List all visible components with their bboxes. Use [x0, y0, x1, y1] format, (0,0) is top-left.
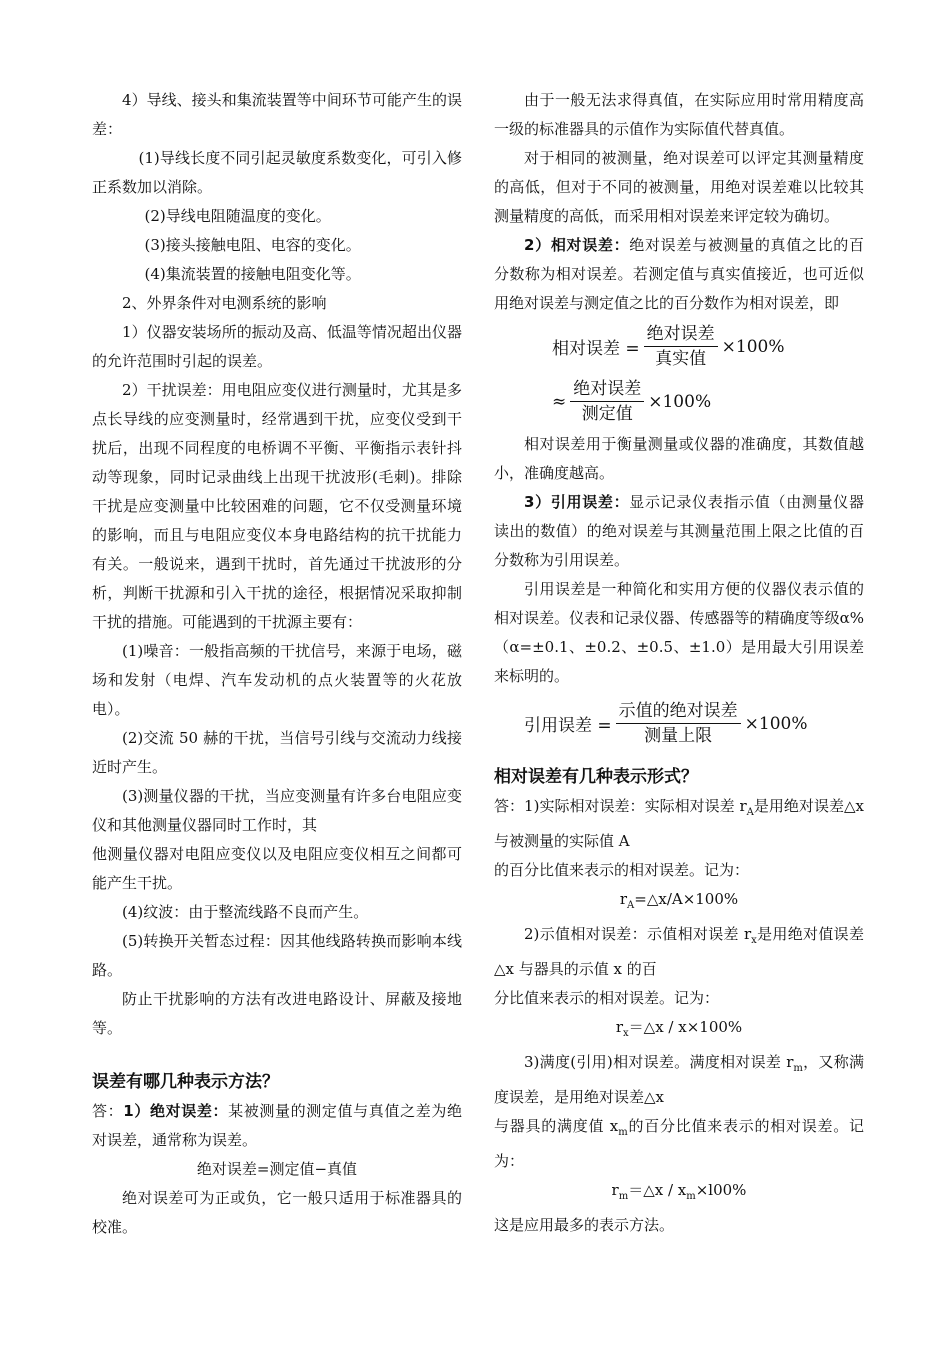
answer-paragraph: [92, 1097, 462, 1155]
paragraph: 4）导线、接头和集流装置等中间环节可能产生的误差：: [92, 91, 462, 138]
formula-reference-error: [524, 699, 864, 748]
paragraph: 由于一般无法求得真值，在实际应用时常用精度高一级的标准器具的示值作为实际值代替真值。: [494, 91, 864, 138]
symbol: r: [619, 890, 628, 908]
spacer: [494, 748, 864, 762]
question-heading: 误差有哪几种表示方法？: [92, 1072, 279, 1092]
formula-indicated-relative-error: [494, 1013, 864, 1048]
formula-multiplier: ×100%: [744, 713, 808, 734]
answer-text: 3)满度(引用)相对误差。满度相对误差 r: [524, 1053, 794, 1071]
subscript: m: [686, 1191, 696, 1202]
section-title: 2、外界条件对电测系统的影响: [122, 294, 327, 312]
paragraph: (1)导线长度不同引起灵敏度系数变化，可引入修正系数加以消除。: [92, 149, 462, 196]
answer-text: 是用绝对误差△x 与被测量的实际值 A: [494, 797, 864, 850]
list-item: (4)集流装置的接触电阻变化等。: [144, 265, 361, 283]
answer-prefix: 答：: [92, 1102, 124, 1120]
denominator: 测量上限: [644, 726, 713, 746]
term-label: 3）引用误差：: [524, 493, 630, 511]
question-heading: 相对误差有几种表示形式？: [494, 767, 698, 787]
answer-paragraph: 分比值来表示的相对误差。记为：: [494, 989, 720, 1007]
subscript: x: [623, 1028, 629, 1039]
formula-relative-error-approx: [552, 377, 864, 426]
formula-text: ×l00%: [695, 1181, 747, 1199]
subscript: x: [751, 935, 757, 946]
subscript: A: [627, 900, 635, 911]
formula-text: ＝△x / x×100%: [628, 1018, 743, 1036]
answer-text: 答：1)实际相对误差：实际相对误差 r: [494, 797, 747, 815]
formula-relative-error: [552, 322, 864, 371]
answer-paragraph: [494, 1048, 864, 1112]
subscript: m: [618, 1127, 628, 1138]
paragraph: 对于相同的被测量，绝对误差可以评定其测量精度的高低，但对于不同的被测量，用绝对误差难以比较其测量精度的高低，而采用相对误差来评定较为确切。: [494, 149, 864, 225]
numerator: 示值的绝对误差: [616, 699, 741, 724]
answer-paragraph: [494, 792, 864, 856]
formula-lhs: 相对误差 =: [552, 339, 640, 359]
formula-multiplier: ×100%: [648, 391, 712, 412]
list-item: (3)接头接触电阻、电容的变化。: [144, 236, 361, 254]
symbol: r: [611, 1181, 619, 1199]
left-column: [92, 86, 462, 1242]
formula-text: ＝△x / x: [628, 1181, 687, 1199]
subscript: m: [793, 1063, 803, 1074]
answer-text: ，又称满度误差，是用绝对误差△x: [494, 1053, 864, 1106]
paragraph: (5)转换开关暂态过程：因其他线路转换而影响本线路。: [92, 932, 462, 979]
answer-text: 与器具的满度值 x: [494, 1117, 619, 1135]
answer-paragraph: [494, 920, 864, 984]
paragraph: 防止干扰影响的方法有改进电路设计、屏蔽及接地等。: [92, 990, 462, 1037]
term-label: 2）相对误差：: [524, 236, 630, 254]
formula-lhs: 引用误差 =: [524, 716, 612, 736]
formula-text: =△x/A×100%: [634, 890, 739, 908]
spacer: [92, 1043, 462, 1067]
answer-paragraph: [494, 1112, 864, 1176]
paragraph: [494, 231, 864, 318]
fraction: [570, 377, 644, 426]
answer-paragraph: 的百分比值来表示的相对误差。记为：: [494, 861, 750, 879]
paragraph: 他测量仪器对电阻应变仪以及电阻应变仪相互之间都可能产生干扰。: [92, 845, 462, 892]
paragraph: 绝对误差可为正或负，它一般只适用于标准器具的校准。: [92, 1189, 462, 1236]
answer-text: 是用绝对值误差△x 与器具的示值 x 的百: [494, 925, 864, 978]
formula-multiplier: ×100%: [721, 336, 785, 357]
denominator: 测定值: [581, 404, 633, 424]
term-label: 1）绝对误差：: [123, 1102, 229, 1120]
list-item: (2)导线电阻随温度的变化。: [144, 207, 331, 225]
paragraph: (3)测量仪器的干扰，当应变测量有许多台电阻应变仪和其他测量仪器同时工作时，其: [92, 787, 462, 834]
formula-fullscale-relative-error: [494, 1176, 864, 1211]
right-column: [494, 86, 864, 1240]
paragraph-text: 显示记录仪表指示值（由测量仪器读出的数值）的绝对误差与其测量范围上限之比值的百分数称为引用误差。: [494, 493, 864, 569]
paragraph: (1)噪音：一般指高频的干扰信号，来源于电场，磁场和发射（电焊、汽车发动机的点火装置等的火花放电）。: [92, 642, 462, 718]
denominator: 真实值: [655, 349, 707, 369]
answer-text: 某被测量的测定值与真值之差为绝对误差，通常称为误差。: [92, 1102, 462, 1149]
answer-text: 2)示值相对误差：示值相对误差 r: [524, 925, 752, 943]
symbol: r: [615, 1018, 624, 1036]
numerator: 绝对误差: [570, 377, 644, 402]
paragraph: (4)纹波：由于整流线路不良而产生。: [122, 903, 369, 921]
paragraph: (2)交流 50 赫的干扰，当信号引线与交流动力线接近时产生。: [92, 729, 462, 776]
formula-lhs: ≈: [552, 391, 567, 412]
paragraph-text: 绝对误差与被测量的真值之比的百分数称为相对误差。若测定值与真实值接近，也可近似用绝对误差与测定值之比的百分数作为相对误差，即: [494, 236, 864, 312]
paragraph: 相对误差用于衡量测量或仪器的准确度，其数值越小，准确度越高。: [494, 435, 864, 482]
fraction: [644, 322, 718, 371]
subscript: A: [746, 807, 754, 818]
numerator: 绝对误差: [644, 322, 718, 347]
paragraph: [494, 488, 864, 575]
paragraph: 1）仪器安装场所的振动及高、低温等情况超出仪器的允许范围时引起的误差。: [92, 323, 462, 370]
paragraph: 引用误差是一种简化和实用方便的仪器仪表示值的相对误差。仪表和记录仪器、传感器等的精确度等级α%（α=±0.1、±0.2、±0.5、±1.0）是用最大引用误差来标明的。: [494, 580, 864, 685]
formula-actual-relative-error: [494, 885, 864, 920]
subscript: m: [618, 1191, 629, 1202]
paragraph: 这是应用最多的表示方法。: [494, 1216, 675, 1234]
fraction: [616, 699, 741, 748]
paragraph: 2）干扰误差：用电阻应变仪进行测量时，尤其是多点长导线的应变测量时，经常遇到干扰，应变仪受到干扰后，出现不同程度的电桥调不平衡、平衡指示表针抖动等现象，同时记录曲线上出现干扰波形(毛刺)。排除干扰是应变测量中比较困难的问题，它不仅受测量环境的影响，而且与电阻应变仪本身电路结构的抗干扰能力有关。一般说来，遇到干扰时，首先通过干扰波形的分析，判断干扰源和引入干扰的途径，根据情况采取抑制干扰的措施。可能遇到的干扰源主要有：: [92, 381, 462, 631]
formula-absolute-error: 绝对误差=测定值−真值: [196, 1160, 358, 1178]
answer-text: 的百分比值来表示的相对误差。记为：: [494, 1117, 864, 1170]
